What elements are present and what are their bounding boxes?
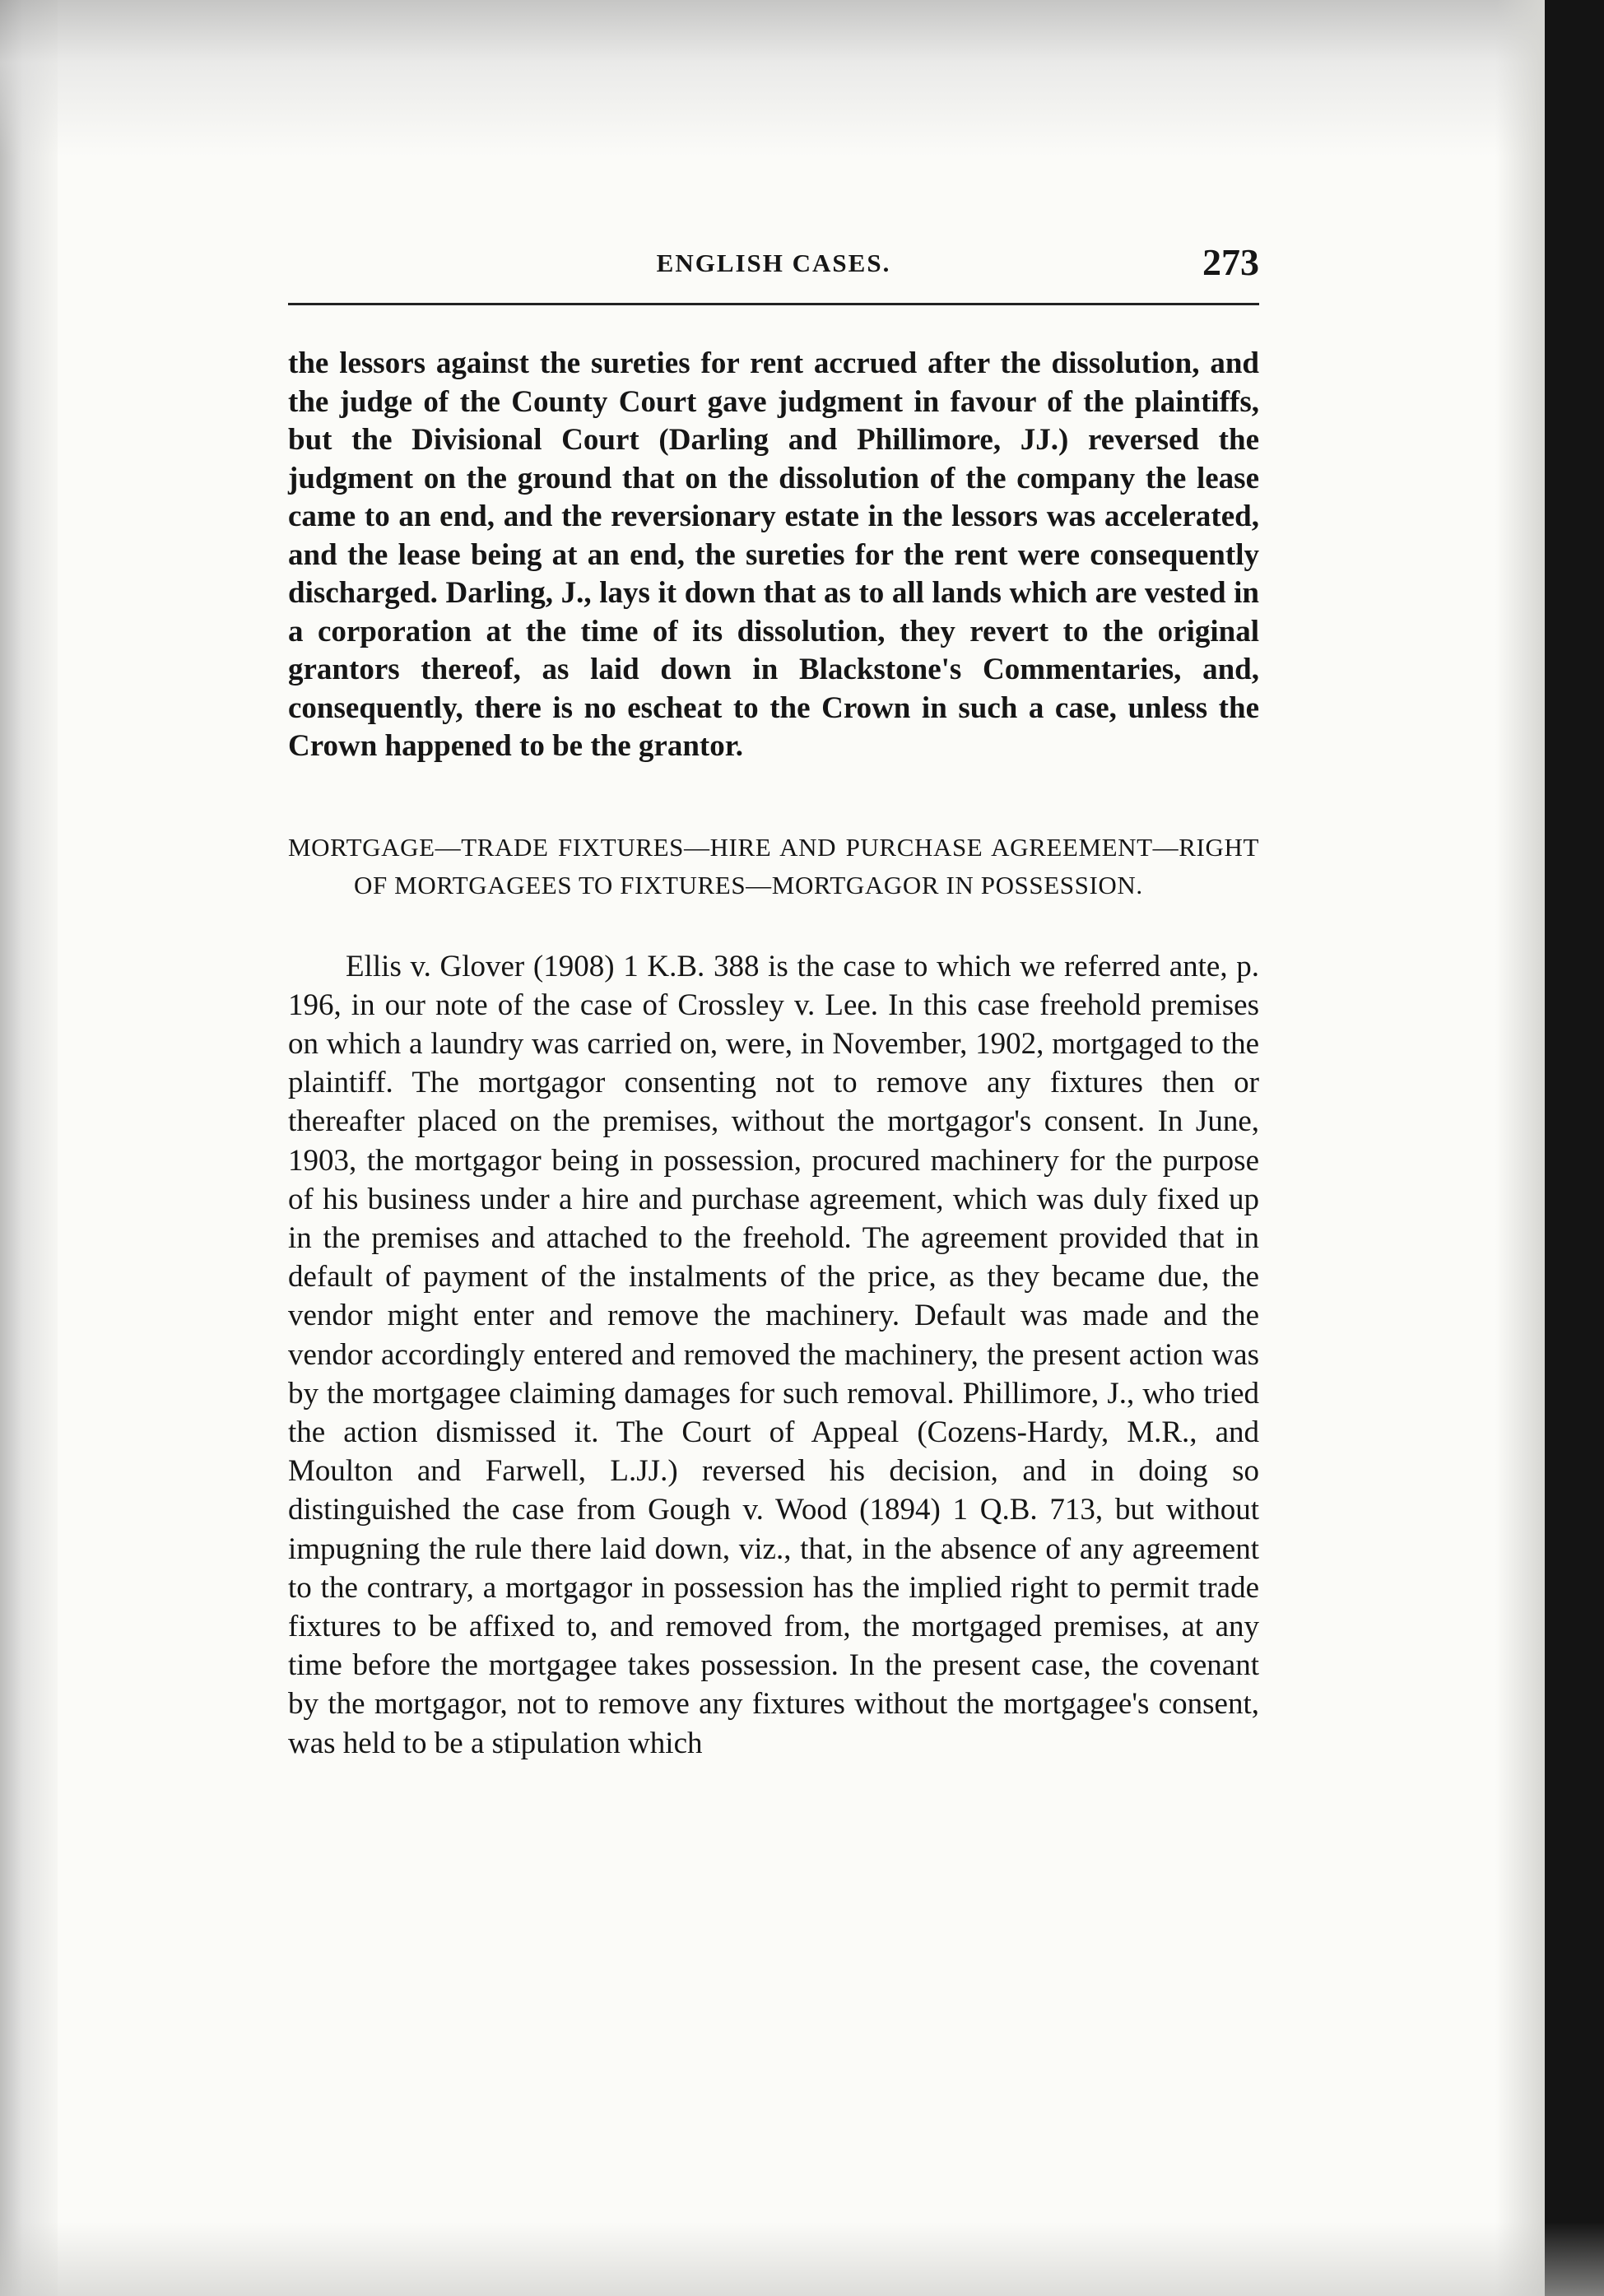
running-head-title: ENGLISH CASES. (656, 249, 891, 277)
header-rule (288, 303, 1259, 305)
scan-edge-right-fade (1495, 0, 1545, 2296)
book-page (288, 239, 1259, 1763)
running-head (288, 239, 1259, 288)
scan-edge-left (0, 0, 58, 2296)
case-headnote: MORTGAGE—TRADE FIXTURES—HIRE AND PURCHASE AGREEMENT—RIGHT OF MORTGAGEES TO FIXTURES—MORTGAGOR IN POSSESSION. (288, 832, 1259, 899)
case-paragraph: Ellis v. Glover (1908) 1 K.B. 388 is the case to which we referred ante, p. 196, in our note of the case of Crossley v. Lee. In this case freehold premises on which a laundry was carried on, were, in November, 1902, mortgaged to the plaintiff. The mortgagor consenting not to remove any fixtures then or thereafter placed on the premises, without the mortgagor's consent. In June, 1903, the mortgagor being in possession, procured machinery for the purpose of his business under a hire and purchase agreement, which was duly fixed up in the premises and attached to the freehold. The agreement provided that in default of payment of the instalments of the price, as they became due, the vendor might enter and remove the machinery. Default was made and the vendor accordingly entered and removed the machinery, the present action was by the mortgagee claiming damages for such removal. Phillimore, J., who tried the action dismissed it. The Court of Appeal (Cozens-Hardy, M.R., and Moulton and Farwell, L.JJ.) reversed his decision, and in doing so distinguished the case from Gough v. Wood (1894) 1 Q.B. 713, but without impugning the rule there laid down, viz., that, in the absence of any agreement to the contrary, a mortgagor in possession has the implied right to permit trade fixtures to be affixed to, and removed from, the mortgaged premises, at any time before the mortgagee takes possession. In the present case, the covenant by the mortgagor, not to remove any fixtures without the mortgagee's consent, was held to be a stipulation which (288, 949, 1259, 1760)
page-number: 273 (1202, 241, 1259, 283)
scan-edge-right (1545, 0, 1604, 2296)
scan-edge-bottom (0, 2222, 1604, 2296)
scan-edge-top (0, 0, 1604, 156)
continuation-paragraph: the lessors against the sureties for rent accrued after the dissolution, and the judge of the County Court gave judgment in favour of the plaintiffs, but the Divisional Court (Darling and Phillimore, JJ.) reversed the judgment on the ground that on the dissolution of the company the lease came to an end, and the reversionary estate in the lessors was accelerated, and the lease being at an end, the sureties for the rent were consequently discharged. Darling, J., lays it down that as to all lands which are vested in a corporation at the time of its dissolution, they revert to the original grantors thereof, as laid down in Blackstone's Commentaries, and, consequently, there is no escheat to the Crown in such a case, unless the Crown happened to be the grantor. (288, 346, 1259, 763)
